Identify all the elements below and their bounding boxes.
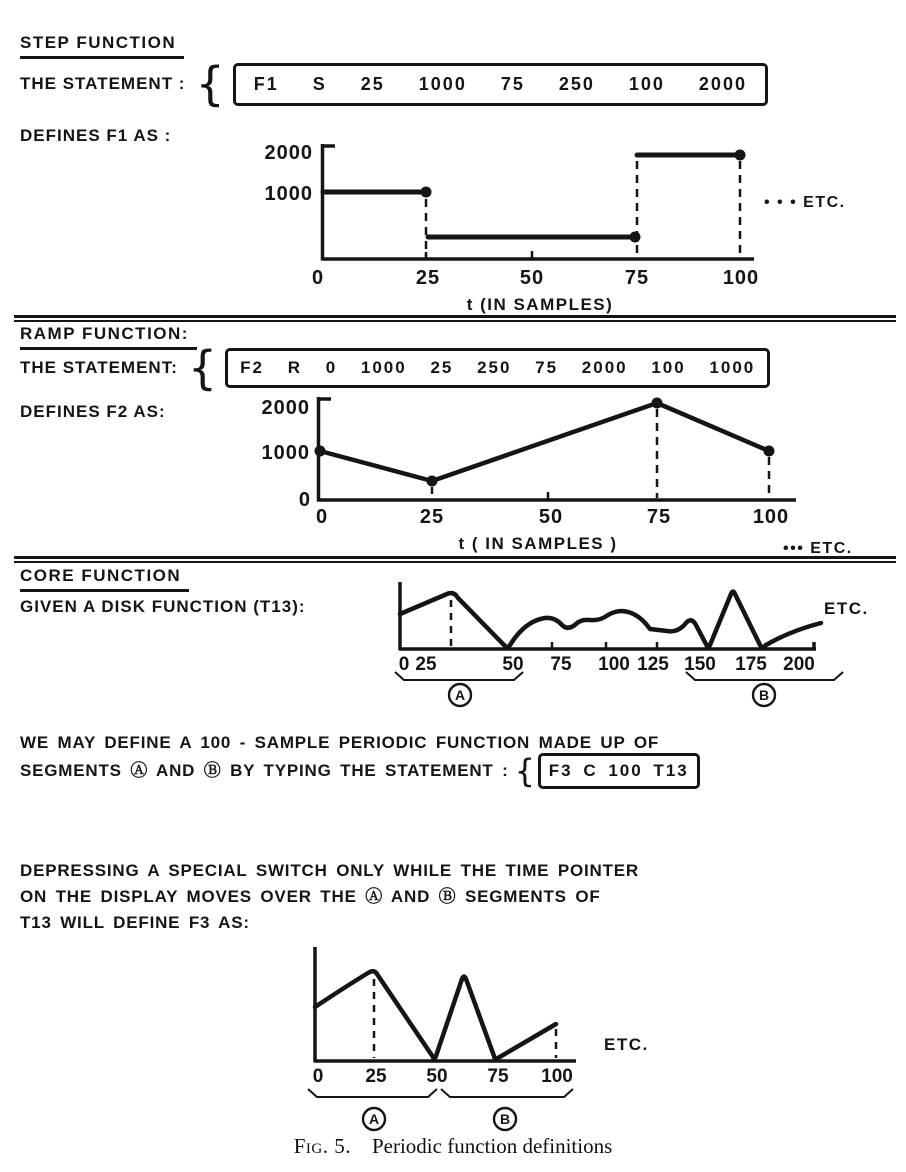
f3-plot-axes: [314, 947, 576, 1062]
step-xtick-75: 75: [624, 267, 650, 289]
ramp-ytick-2000: 2000: [261, 397, 310, 419]
f3-segment-a-letter: A: [368, 1111, 380, 1127]
ramp-ytick-0: 0: [298, 489, 311, 511]
step-endpoint-dot-100: [735, 150, 746, 161]
f3-segment-b-brace: [441, 1089, 573, 1097]
core-statement-box: F3 C 100 T13: [538, 753, 700, 789]
f3-xtick-75: 75: [487, 1066, 509, 1087]
step-plot-axes: [322, 144, 754, 261]
paragraph2-line2: ON THE DISPLAY MOVES OVER THE Ⓐ AND Ⓑ SEGMENTS OF: [20, 887, 601, 906]
step-endpoint-dot-25: [421, 187, 432, 198]
ramp-xaxis-label: t ( IN SAMPLES ): [458, 534, 618, 553]
figure-caption-text: Periodic function definitions: [371, 1134, 613, 1158]
step-xtick-100: 100: [722, 267, 760, 289]
ramp-xtick-100: 100: [752, 506, 790, 528]
core-xtick-0: 0: [398, 654, 410, 675]
core-xtick-75: 75: [550, 654, 572, 675]
step-xtick-25: 25: [415, 267, 441, 289]
ramp-xtick-25: 25: [419, 506, 445, 528]
core-xtick-100: 100: [598, 654, 630, 675]
f3-xtick-25: 25: [365, 1066, 387, 1087]
f3-xtick-100: 100: [541, 1066, 573, 1087]
step-etc-label: • • • ETC.: [764, 194, 846, 211]
paragraph1-line2: SEGMENTS Ⓐ AND Ⓑ BY TYPING THE STATEMENT :: [20, 761, 509, 780]
left-brace-glyph: {: [195, 57, 225, 111]
ramp-xtick-50: 50: [538, 506, 564, 528]
core-freehand-curve: [400, 592, 821, 648]
step-defines-label: DEFINES F1 AS :: [20, 126, 172, 145]
left-brace-glyph: {: [187, 341, 218, 395]
core-xtick-150: 150: [684, 654, 716, 675]
figure-caption: [0, 1134, 906, 1159]
core-xtick-50: 50: [502, 654, 524, 675]
ramp-section-title: RAMP FUNCTION:: [20, 324, 197, 350]
ramp-dot-100: [764, 446, 775, 457]
ramp-statement-box: F2 R 0 1000 25 250 75 2000 100 1000: [225, 348, 770, 388]
section-divider: [14, 556, 896, 563]
step-ytick-2000: 2000: [264, 142, 313, 164]
switch-paragraph: [20, 858, 900, 936]
f3-segment-a-brace: [308, 1089, 437, 1097]
core-etc-label: ETC.: [824, 599, 869, 618]
step-xtick-50: 50: [519, 267, 545, 289]
ramp-xtick-0: 0: [315, 506, 329, 528]
ramp-statement-row: [20, 341, 770, 395]
f3-segment-b-letter: B: [499, 1111, 511, 1127]
ramp-xtick-75: 75: [646, 506, 672, 528]
paragraph2-line1: DEPRESSING A SPECIAL SWITCH ONLY WHILE THE TIME POINTER: [20, 861, 639, 880]
f3-plot: [0, 935, 906, 1135]
f3-etc-label: ETC.: [604, 1035, 649, 1054]
core-segment-a-letter: A: [454, 687, 466, 703]
step-section-title: STEP FUNCTION: [20, 33, 184, 59]
step-xaxis-label: t (IN SAMPLES): [466, 295, 614, 314]
ramp-statement-label: THE STATEMENT:: [20, 358, 178, 377]
step-ytick-1000: 1000: [264, 183, 313, 205]
core-xtick-25: 25: [415, 654, 437, 675]
paragraph1-line1: WE MAY DEFINE A 100 - SAMPLE PERIODIC FUNCTION MADE UP OF: [20, 733, 660, 752]
figure-caption-number: Fig. 5.: [293, 1134, 351, 1158]
paragraph1-line2-row: [20, 752, 900, 790]
core-given-label: GIVEN A DISK FUNCTION (T13):: [20, 597, 306, 616]
ramp-etc-label: ••• ETC.: [783, 540, 853, 556]
f3-xtick-50: 50: [426, 1066, 448, 1087]
core-xtick-125: 125: [637, 654, 669, 675]
core-segment-b-letter: B: [758, 687, 770, 703]
ramp-plot-axes: [317, 397, 796, 502]
step-statement-box: F1 S 25 1000 75 250 100 2000: [233, 63, 768, 106]
ramp-curve: [320, 403, 769, 481]
ramp-dot-0: [315, 446, 326, 457]
step-plot: [0, 130, 906, 315]
core-xtick-200: 200: [783, 654, 815, 675]
ramp-defines-label: DEFINES F2 AS:: [20, 402, 166, 421]
step-statement-label: THE STATEMENT :: [20, 74, 186, 93]
ramp-plot: [0, 388, 906, 556]
step-endpoint-dot-75: [630, 232, 641, 243]
core-plot: [0, 566, 906, 714]
definition-paragraph: [20, 730, 900, 790]
ramp-ytick-1000: 1000: [261, 442, 310, 464]
f3-curve: [315, 971, 556, 1059]
step-statement-row: [20, 57, 768, 111]
left-brace-glyph: {: [514, 752, 536, 790]
core-xtick-175: 175: [735, 654, 767, 675]
ramp-dot-75: [652, 398, 663, 409]
f3-xtick-0: 0: [312, 1066, 324, 1087]
section-divider: [14, 315, 896, 322]
step-xtick-0: 0: [311, 267, 325, 289]
paragraph2-line3: T13 WILL DEFINE F3 AS:: [20, 913, 250, 932]
ramp-dot-25: [427, 476, 438, 487]
core-section-title: CORE FUNCTION: [20, 566, 189, 592]
